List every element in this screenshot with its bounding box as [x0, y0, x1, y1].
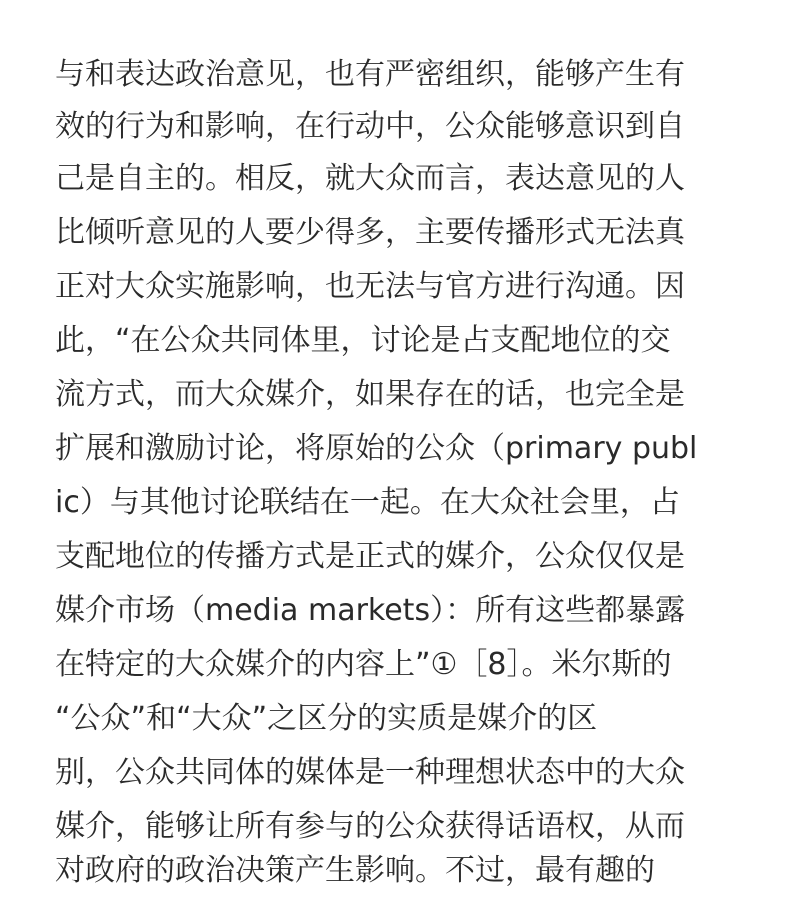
text-line: 媒介市场（media markets）：所有这些都暴露 — [55, 593, 686, 628]
text-line: 扩展和激励讨论，将原始的公众（primary publ — [55, 431, 698, 466]
text-line: 此，“在公众共同体里，讨论是占支配地位的交 — [55, 323, 671, 358]
text-line: ic）与其他讨论联结在一起。在大众社会里，占 — [55, 485, 680, 520]
text-line: 比倾听意见的人要少得多，主要传播形式无法真 — [55, 215, 685, 250]
text-line: 效的行为和影响，在行动中，公众能够意识到自 — [55, 109, 685, 144]
text-line: “公众”和“大众”之区分的实质是媒介的区 — [55, 701, 598, 736]
text-line: 支配地位的传播方式是正式的媒介，公众仅仅是 — [55, 539, 685, 574]
text-line: 在特定的大众媒介的内容上”①［8］。米尔斯的 — [55, 647, 672, 682]
text-line: 流方式，而大众媒介，如果存在的话，也完全是 — [55, 377, 685, 412]
text-line: 己是自主的。相反，就大众而言，表达意见的人 — [55, 161, 685, 196]
text-line: 媒介，能够让所有参与的公众获得话语权，从而 — [55, 809, 685, 844]
text-line: 正对大众实施影响，也无法与官方进行沟通。因 — [55, 269, 685, 304]
text-line: 与和表达政治意见，也有严密组织，能够产生有 — [55, 57, 685, 92]
text-line: 别，公众共同体的媒体是一种理想状态中的大众 — [55, 755, 685, 790]
text-line: 对政府的政治决策产生影响。不过，最有趣的 — [55, 853, 655, 888]
